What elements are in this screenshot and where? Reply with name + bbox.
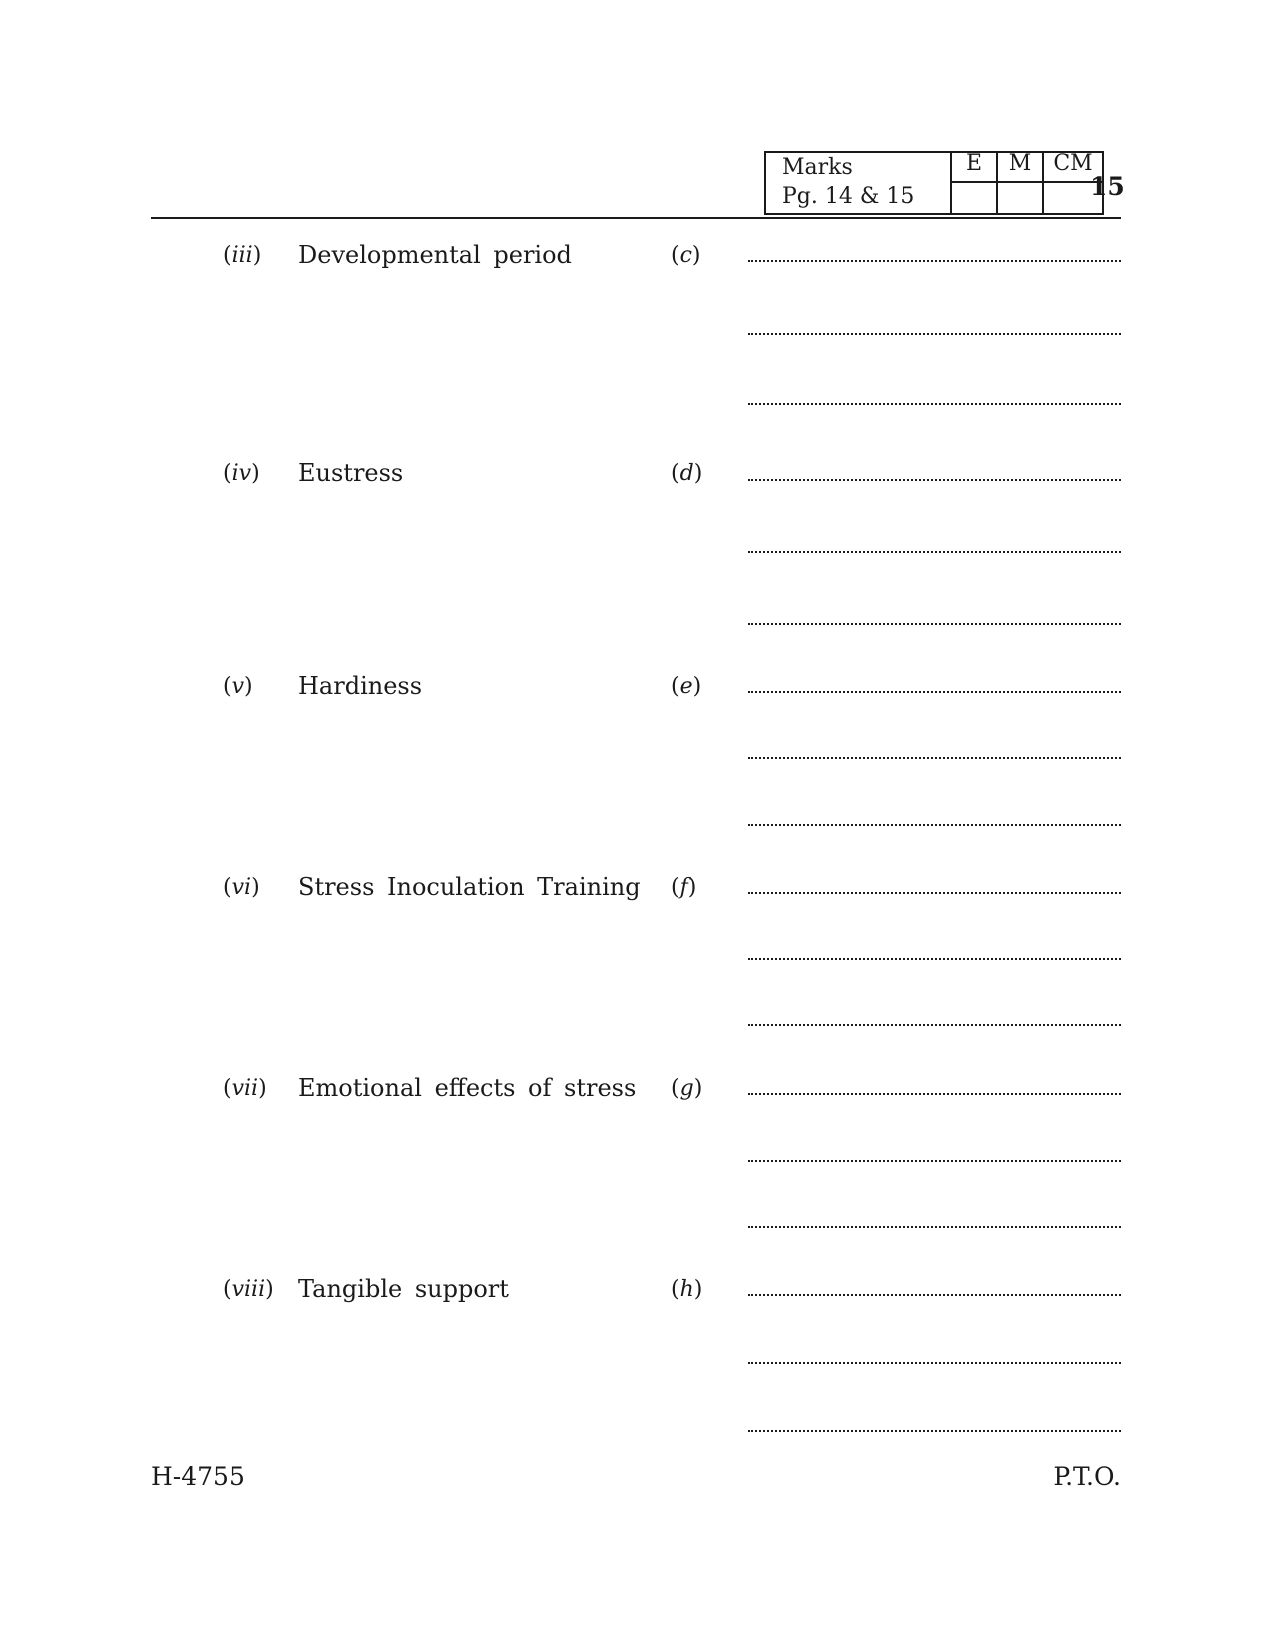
answer-line[interactable] [748, 757, 1121, 759]
answer-line[interactable] [748, 1294, 1121, 1296]
answer-line[interactable] [748, 1024, 1121, 1026]
col-e-cell [951, 182, 997, 214]
answer-line[interactable] [748, 551, 1121, 553]
item-number: (iv) [223, 461, 260, 486]
pto-label: P.T.O. [1053, 1462, 1121, 1491]
item-number: (viii) [223, 1277, 274, 1302]
answer-line[interactable] [748, 1093, 1121, 1095]
item-number: (v) [223, 674, 253, 699]
paper-code: H-4755 [151, 1462, 245, 1491]
item-term: Eustress [298, 459, 404, 487]
col-cm-header: CM [1043, 152, 1103, 182]
marks-table [764, 151, 1104, 215]
col-e-header: E [951, 152, 997, 182]
answer-line[interactable] [748, 1362, 1121, 1364]
answer-line[interactable] [748, 260, 1121, 262]
marks-label: Marks [782, 155, 853, 180]
item-term: Stress Inoculation Training [298, 873, 641, 901]
item-term: Tangible support [298, 1275, 509, 1303]
item-term: Emotional effects of stress [298, 1074, 637, 1102]
answer-line[interactable] [748, 1430, 1121, 1432]
answer-line[interactable] [748, 333, 1121, 335]
answer-line[interactable] [748, 479, 1121, 481]
item-number: (iii) [223, 243, 262, 268]
item-term: Hardiness [298, 672, 423, 700]
item-number: (vi) [223, 875, 260, 900]
pages-label: Pg. 14 & 15 [782, 184, 915, 209]
answer-letter: (h) [671, 1277, 703, 1302]
page-number: 15 [1090, 172, 1125, 201]
answer-letter: (c) [671, 243, 701, 268]
answer-line[interactable] [748, 1160, 1121, 1162]
answer-line[interactable] [748, 1226, 1121, 1228]
col-m-cell [997, 182, 1043, 214]
col-m-header: M [997, 152, 1043, 182]
answer-letter: (e) [671, 674, 702, 699]
answer-line[interactable] [748, 691, 1121, 693]
header-rule [151, 217, 1121, 219]
answer-line[interactable] [748, 958, 1121, 960]
marks-label-cell [765, 152, 951, 214]
item-term: Developmental period [298, 241, 572, 269]
answer-line[interactable] [748, 403, 1121, 405]
answer-letter: (f) [671, 875, 697, 900]
answer-letter: (d) [671, 461, 703, 486]
answer-line[interactable] [748, 824, 1121, 826]
answer-line[interactable] [748, 623, 1121, 625]
item-number: (vii) [223, 1076, 267, 1101]
answer-letter: (g) [671, 1076, 703, 1101]
answer-line[interactable] [748, 892, 1121, 894]
